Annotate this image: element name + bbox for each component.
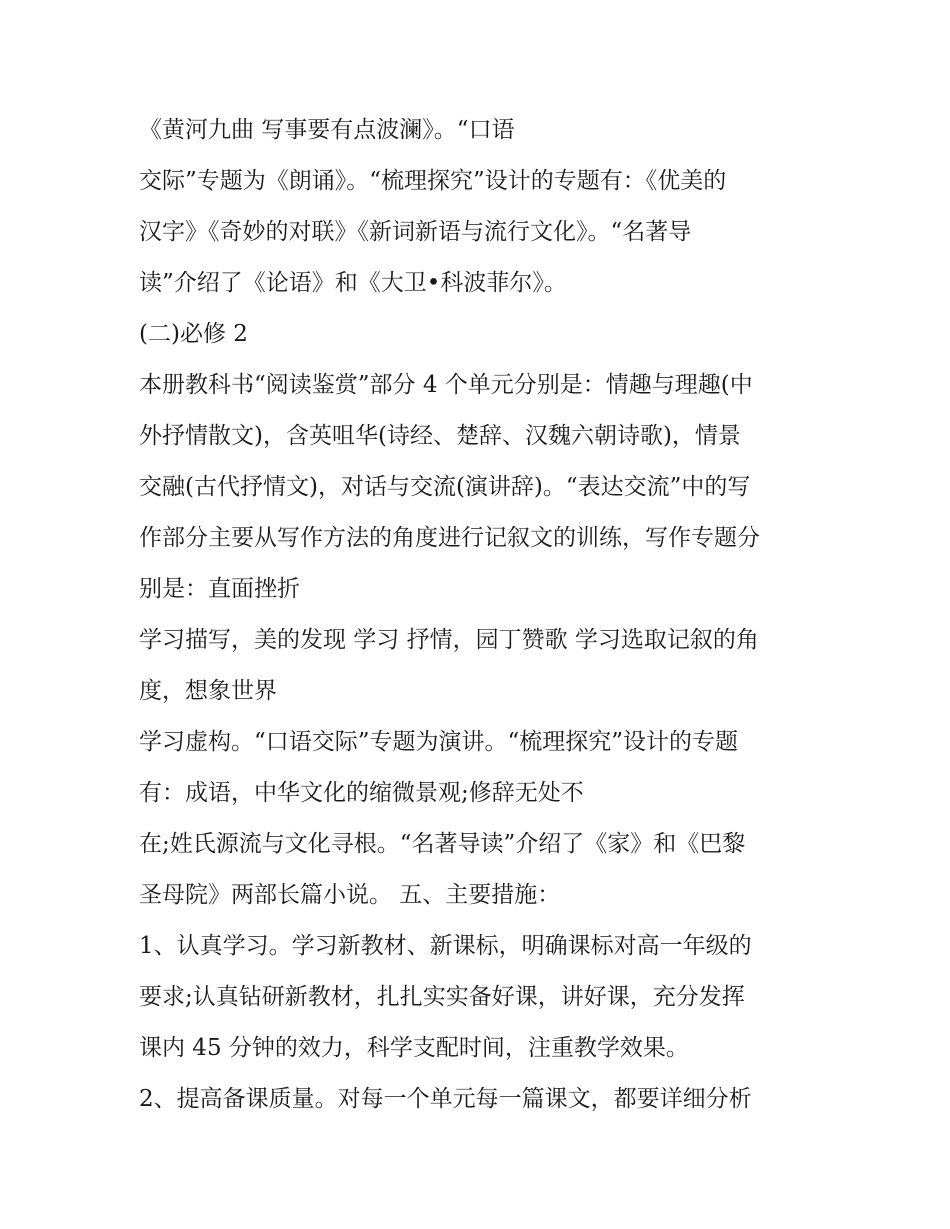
text-line-6: 本册教科书“阅读鉴赏”部分 4 个单元分别是：情趣与理趣(中 bbox=[139, 372, 753, 398]
text-line-19: 课内 45 分钟的效力，科学支配时间，注重教学效果。 bbox=[139, 1035, 689, 1061]
text-line-13: 学习虚构。“口语交际”专题为演讲。“梳理探究”设计的专题 bbox=[139, 729, 739, 755]
list-item-1: 1、认真学习。学习新教材、新课标，明确课标对高一年级的 bbox=[139, 933, 752, 959]
text-line-9: 作部分主要从写作方法的角度进行记叙文的训练，写作专题分 bbox=[139, 525, 760, 551]
document-body bbox=[139, 110, 839, 1130]
text-line-1: 《黄河九曲 写事要有点波澜》。“口语 bbox=[139, 117, 515, 143]
section-heading-required-2: (二)必修 2 bbox=[139, 321, 248, 347]
text-line-15: 在;姓氏源流与文化寻根。“名著导读”介绍了《家》和《巴黎 bbox=[139, 831, 746, 857]
text-line-2: 交际”专题为《朗诵》。“梳理探究”设计的专题有：《优美的 bbox=[139, 168, 727, 194]
text-line-18: 要求;认真钻研新教材，扎扎实实备好课，讲好课，充分发挥 bbox=[139, 984, 745, 1010]
text-line-14: 有：成语，中华文化的缩微景观;修辞无处不 bbox=[139, 780, 584, 806]
text-line-16: 圣母院》两部长篇小说。 五、主要措施： bbox=[139, 882, 561, 908]
text-line-12: 度，想象世界 bbox=[139, 678, 277, 704]
text-line-11: 学习描写，美的发现 学习 抒情，园丁赞歌 学习选取记叙的角 bbox=[139, 627, 759, 653]
text-line-7: 外抒情散文)，含英咀华(诗经、楚辞、汉魏六朝诗歌)，情景 bbox=[139, 423, 741, 449]
text-line-4: 读”介绍了《论语》和《大卫•科波菲尔》。 bbox=[139, 270, 567, 296]
list-item-2: 2、提高备课质量。对每一个单元每一篇课文，都要详细分析 bbox=[139, 1086, 752, 1112]
text-line-3: 汉字》《奇妙的对联》《新词新语与流行文化》。“名著导 bbox=[139, 219, 692, 245]
text-line-8: 交融(古代抒情文)，对话与交流(演讲辞)。“表达交流”中的写 bbox=[139, 474, 751, 500]
text-line-10: 别是：直面挫折 bbox=[139, 576, 300, 602]
